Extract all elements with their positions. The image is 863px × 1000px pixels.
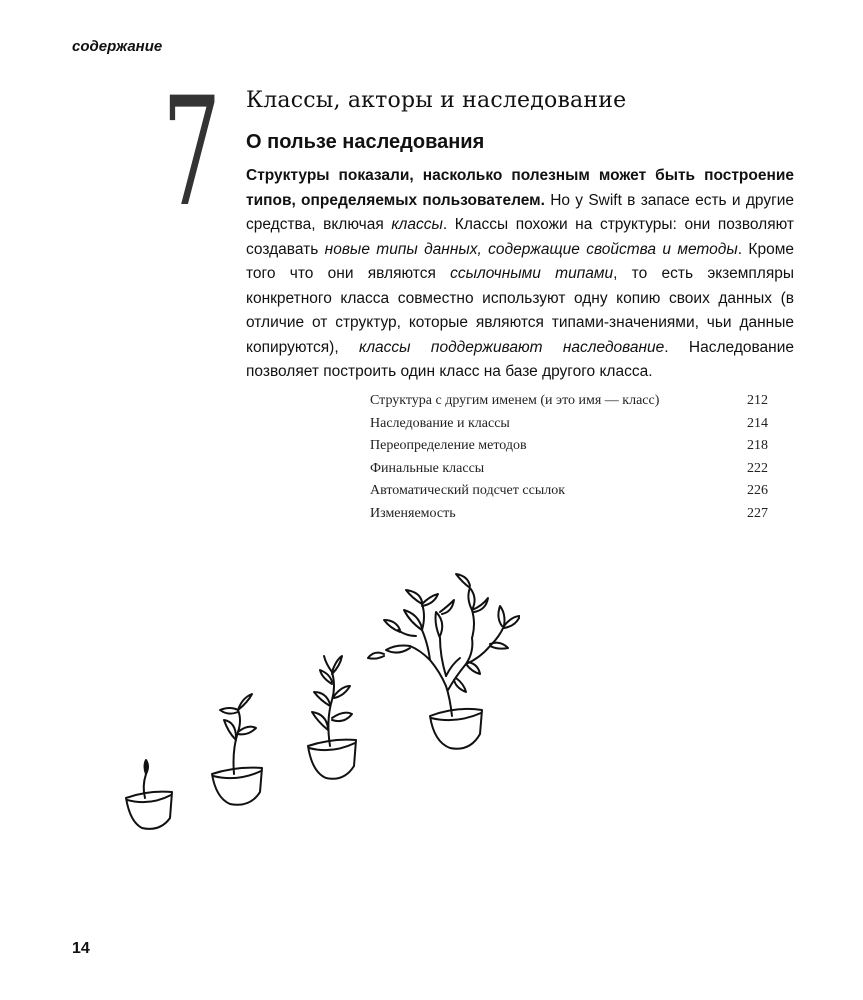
chapter-number: 7 [162, 66, 222, 240]
toc-entry[interactable] [370, 458, 768, 481]
toc-entry-page: 214 [747, 415, 768, 431]
page-number: 14 [72, 940, 90, 957]
intro-text: Но у Swift в запасе есть и другие средства, включая [246, 191, 794, 233]
intro-bold-lead: Структуры показали, насколько полезным может быть построение типов, определяемых пользователем. [246, 167, 794, 209]
toc-entry-title: Наследование и классы [370, 415, 510, 431]
toc-entry[interactable] [370, 480, 768, 503]
section-title: О пользе наследования [246, 131, 485, 153]
toc-entry[interactable] [370, 390, 768, 413]
running-header: содержание [72, 38, 163, 55]
chapter-title: Классы, акторы и наследование [246, 88, 627, 113]
toc-entry-title: Финальные классы [370, 460, 485, 476]
toc-entry-title: Автоматический подсчет ссылок [370, 483, 566, 498]
toc-entry-title: Структура с другим именем (и это имя — класс) [370, 393, 660, 408]
toc-entry-page: 218 [747, 438, 768, 453]
pot-sprout-icon [126, 760, 172, 829]
intro-italic: новые типы данных, содержащие свойства и методы [324, 240, 738, 258]
intro-text: . Наследование позволяет построить один класс на базе другого класса. [246, 338, 795, 380]
intro-text: , то есть экземпляры конкретного класса совместно используют одну копию своих данных (в отличие от структур, которые являются типами-значениями, чьи данные копируются), [246, 265, 794, 356]
intro-italic: классы поддерживают наследование [359, 338, 665, 356]
pot-seedling-icon [212, 694, 262, 805]
toc-entry[interactable] [370, 413, 768, 436]
toc-entry-title: Переопределение методов [370, 438, 527, 453]
toc-entry-page: 212 [747, 393, 768, 408]
intro-paragraph [246, 164, 794, 385]
toc-entry-page: 226 [747, 483, 768, 498]
toc-entry-page: 227 [747, 505, 768, 521]
intro-text: . Кроме того что они являются [246, 240, 794, 282]
intro-italic: ссылочными типами [450, 265, 614, 282]
pot-young-plant-icon [308, 656, 356, 779]
toc-entry-title: Изменяемость [370, 505, 456, 521]
intro-italic: классы [391, 216, 443, 233]
growing-plants-illustration [100, 560, 520, 850]
intro-text: . Классы похожи на структуры: они позволяют создавать [246, 216, 794, 258]
toc-entry[interactable] [370, 435, 768, 458]
toc-entry-page: 222 [747, 460, 768, 476]
pot-tree-icon [368, 574, 520, 749]
table-of-contents [370, 390, 768, 525]
toc-entry[interactable] [370, 503, 768, 526]
